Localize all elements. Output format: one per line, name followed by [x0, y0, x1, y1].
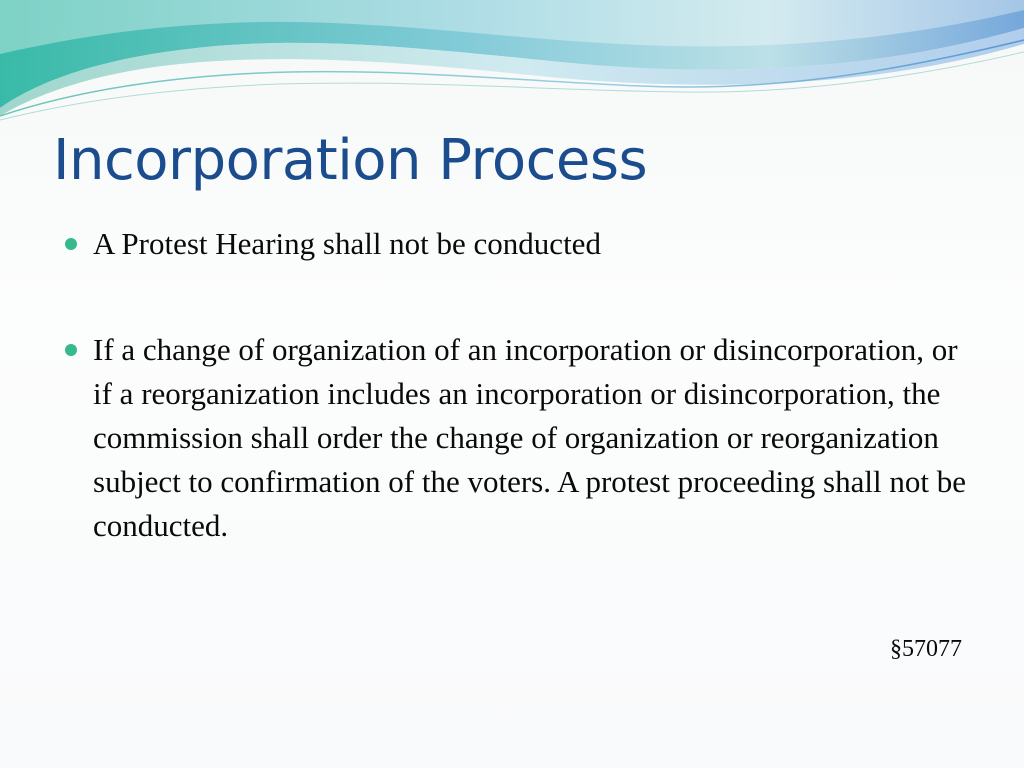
bullet-item	[60, 222, 970, 266]
bullet-item	[60, 328, 970, 548]
bullet-list	[60, 222, 970, 548]
bullet-dot-icon	[65, 344, 77, 356]
slide-title: Incorporation Process	[53, 128, 648, 193]
bullet-dot-icon	[65, 238, 77, 250]
bullet-text: A Protest Hearing shall not be conducted	[93, 226, 601, 261]
bullet-text: If a change of organization of an incorporation or disincorporation, or if a reorganization includes an incorporation or disincorporation, the commission shall order the change of organization or reorganization subject to confirmation of the voters. A protest proceeding shall not be conducted.	[93, 332, 966, 543]
statute-citation: §57077	[890, 636, 962, 662]
header-wave-decoration	[0, 0, 1024, 130]
